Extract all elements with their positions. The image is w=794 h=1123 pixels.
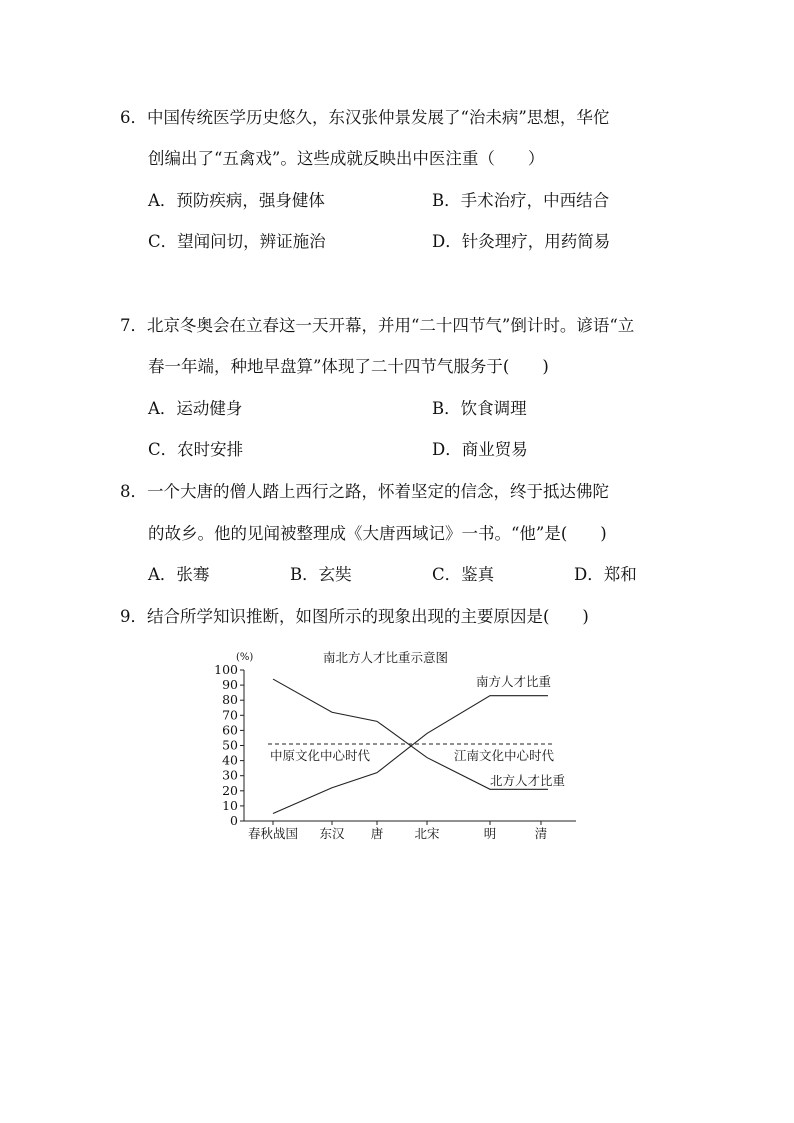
annotation-jiangnan: 江南文化中心时代: [454, 748, 555, 763]
q7-option-a[interactable]: A．运动健身: [148, 399, 243, 418]
q8-stem-line2: 的故乡。他的见闻被整理成《大唐西域记》一书。“他”是( ): [148, 524, 607, 543]
y-tick-label: 60: [222, 722, 238, 738]
q6-option-c[interactable]: C．望闻问切，辨证施治: [148, 232, 326, 251]
y-tick-label: 10: [222, 797, 238, 813]
q8-option-d[interactable]: D．郑和: [574, 565, 637, 584]
q7-stem-line2: 春一年端，种地早盘算”体现了二十四节气服务于( ): [148, 357, 549, 376]
q8-option-a[interactable]: A．张骞: [148, 565, 210, 584]
series-label-north: 北方人才比重: [490, 773, 566, 788]
q6-option-a[interactable]: A．预防疾病，强身健体: [148, 191, 325, 210]
y-tick-label: 100: [214, 662, 238, 677]
q6-option-b[interactable]: B．手术治疗，中西结合: [432, 191, 610, 210]
x-tick-label: 清: [534, 826, 548, 841]
q6-option-d[interactable]: D．针灸理疗，用药简易: [432, 232, 611, 251]
y-tick-label: 40: [222, 752, 238, 768]
y-tick-label: 70: [222, 707, 238, 723]
x-tick-label: 明: [483, 826, 497, 841]
q8-option-c[interactable]: C．鉴真: [432, 565, 495, 584]
chart-x-ticks: [248, 821, 547, 841]
talent-ratio-chart: [214, 646, 598, 846]
q7-option-d[interactable]: D．商业贸易: [432, 440, 528, 459]
chart-series-lines: [273, 679, 548, 813]
annotation-central-plains: 中原文化中心时代: [270, 748, 371, 763]
y-tick-label: 0: [230, 813, 238, 828]
q8-option-b[interactable]: B．玄奘: [290, 565, 352, 584]
chart-title: 南北方人才比重示意图: [323, 650, 449, 665]
q7-option-c[interactable]: C．农时安排: [148, 440, 244, 459]
q7-option-b[interactable]: B．饮食调理: [432, 399, 527, 418]
series-label-south: 南方人才比重: [476, 674, 552, 689]
q6-stem-line1: 6．中国传统医学历史悠久，东汉张仲景发展了“治未病”思想，华佗: [120, 108, 610, 127]
x-tick-label: 东汉: [319, 826, 345, 841]
x-tick-label: 唐: [370, 826, 384, 841]
chart-y-ticks: [214, 662, 244, 828]
x-tick-label: 春秋战国: [247, 826, 299, 841]
y-tick-label: 20: [222, 782, 238, 798]
q9-stem-line1: 9．结合所学知识推断，如图所示的现象出现的主要原因是( ): [120, 607, 589, 626]
y-tick-label: 30: [222, 767, 238, 783]
q8-stem-line1: 8．一个大唐的僧人踏上西行之路，怀着坚定的信念，终于抵达佛陀: [120, 482, 609, 501]
y-tick-label: 50: [222, 737, 238, 753]
y-tick-label: 80: [222, 692, 238, 708]
q7-stem-line1: 7．北京冬奥会在立春这一天开幕，并用“二十四节气”倒计时。谚语“立: [120, 316, 635, 335]
q6-stem-line2: 创编出了“五禽戏”。这些成就反映出中医注重（ ）: [148, 149, 545, 168]
x-tick-label: 北宋: [414, 826, 440, 841]
y-tick-label: 90: [222, 677, 238, 693]
chart-ylabel: (%): [236, 652, 254, 663]
